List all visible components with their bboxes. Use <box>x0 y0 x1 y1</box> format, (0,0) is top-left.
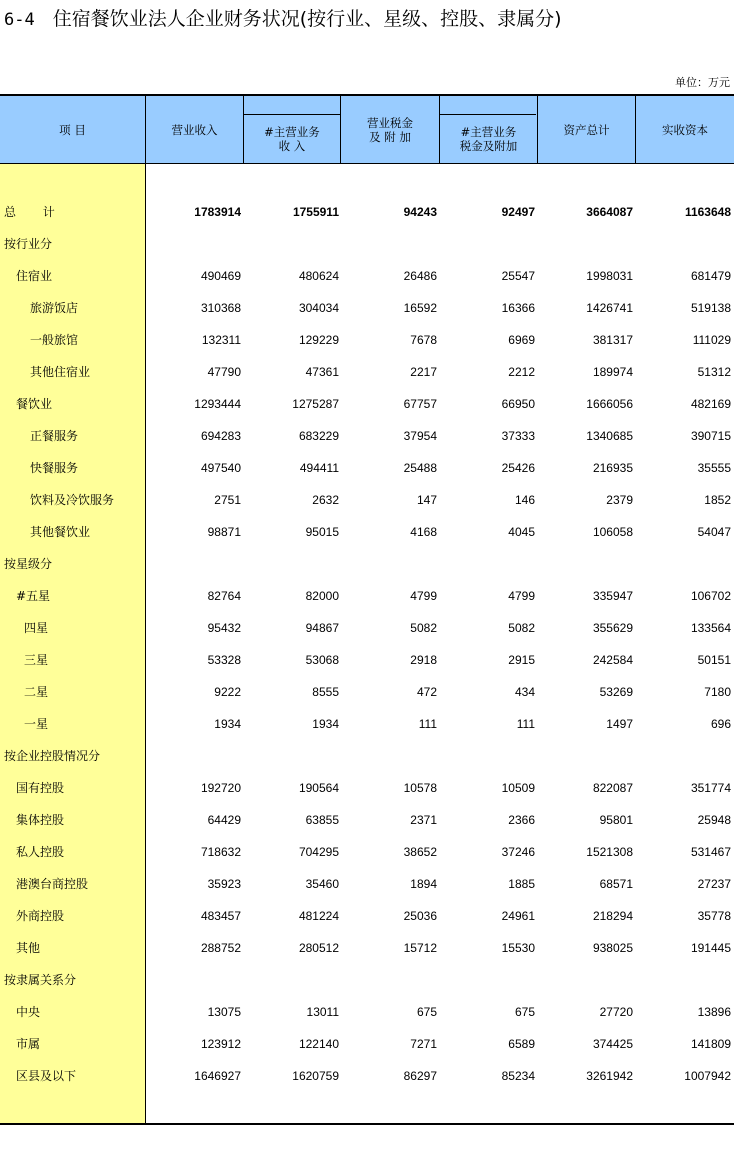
table-row <box>0 1028 734 1060</box>
table-cell: 4799 <box>410 589 437 603</box>
table-cell: 7678 <box>410 333 437 347</box>
table-cell: 1934 <box>214 717 241 731</box>
header-revenue: 营业收入 <box>171 122 218 137</box>
table-cell: 480624 <box>298 269 339 283</box>
table-cell: 16366 <box>501 301 535 315</box>
table-cell: 189974 <box>592 365 633 379</box>
row-label: 集体控股 <box>16 813 65 827</box>
table-cell: 94867 <box>305 621 339 635</box>
table-cell: 53328 <box>207 653 241 667</box>
table-cell: 1852 <box>704 493 731 507</box>
table-cell: 1666056 <box>586 397 633 411</box>
table-row <box>0 196 734 228</box>
table-cell: 483457 <box>200 909 241 923</box>
table-cell: 2915 <box>508 653 535 667</box>
table-cell: 132311 <box>201 333 241 347</box>
table-cell: 92497 <box>501 205 535 219</box>
row-label: 旅游饭店 <box>30 301 79 315</box>
table-cell: 111 <box>516 717 535 731</box>
table-cell: 68571 <box>599 877 633 891</box>
data-table <box>0 94 734 1124</box>
row-label: 私人控股 <box>16 845 65 859</box>
table-row <box>0 324 734 356</box>
table-cell: 1646927 <box>194 1069 241 1083</box>
table-cell: 4168 <box>410 525 437 539</box>
table-cell: 531467 <box>690 845 731 859</box>
table-cell: 2212 <box>508 365 535 379</box>
table-cell: 718632 <box>200 845 241 859</box>
table-cell: 675 <box>416 1005 437 1019</box>
row-label: 外商控股 <box>16 909 65 923</box>
table-cell: 35923 <box>207 877 241 891</box>
table-cell: 7271 <box>410 1037 437 1051</box>
table-row <box>0 356 734 388</box>
table-cell: 192720 <box>200 781 241 795</box>
table-cell: 10578 <box>403 781 437 795</box>
table-cell: 141809 <box>690 1037 731 1051</box>
table-cell: 242584 <box>592 653 633 667</box>
row-label: 其他住宿业 <box>30 365 91 379</box>
table-cell: 374425 <box>592 1037 633 1051</box>
row-label: 国有控股 <box>16 781 65 795</box>
table-cell: 25036 <box>403 909 437 923</box>
table-row <box>0 612 734 644</box>
table-row <box>0 260 734 292</box>
table-cell: 66950 <box>501 397 535 411</box>
table-cell: 3261942 <box>586 1069 633 1083</box>
table-cell: 26486 <box>403 269 437 283</box>
table-cell: 1998031 <box>586 269 633 283</box>
table-cell: 25426 <box>501 461 535 475</box>
table-cell: 4799 <box>508 589 535 603</box>
table-cell: 351774 <box>690 781 731 795</box>
table-cell: 481224 <box>298 909 339 923</box>
table-cell: 310368 <box>200 301 241 315</box>
table-cell: 94243 <box>403 205 437 219</box>
table-cell: 37333 <box>501 429 535 443</box>
table-cell: 37246 <box>501 845 535 859</box>
table-cell: 106058 <box>592 525 633 539</box>
header-paid-capital: 实收资本 <box>662 122 708 137</box>
table-cell: 2217 <box>410 365 437 379</box>
table-cell: 53068 <box>305 653 339 667</box>
table-cell: 25948 <box>697 813 731 827</box>
row-label: 三星 <box>24 653 49 667</box>
table-cell: 111 <box>418 717 437 731</box>
table-row <box>0 708 734 740</box>
table-row <box>0 644 734 676</box>
table-cell: 1163648 <box>684 205 731 219</box>
row-label: 区县及以下 <box>16 1069 77 1083</box>
header-bottom-rule <box>0 163 734 164</box>
table-cell: 35778 <box>697 909 731 923</box>
table-cell: 106702 <box>690 589 731 603</box>
table-cell: 13075 <box>207 1005 241 1019</box>
header-item: 项 目 <box>59 122 86 137</box>
row-label: 二星 <box>24 685 49 699</box>
table-cell: 1340685 <box>586 429 633 443</box>
unit-label: 单位：万元 <box>675 76 730 89</box>
table-cell: 4045 <box>508 525 535 539</box>
row-label: 其他餐饮业 <box>30 525 91 539</box>
table-cell: 280512 <box>298 941 339 955</box>
table-cell: 54047 <box>697 525 731 539</box>
table-cell: 24961 <box>501 909 535 923</box>
table-title: 住宿餐饮业法人企业财务状况(按行业、星级、控股、隶属分) <box>52 8 562 30</box>
page-title <box>4 4 562 31</box>
table-row <box>0 228 734 260</box>
table-row <box>0 1060 734 1092</box>
table-cell: 27720 <box>599 1005 633 1019</box>
table-cell: 2632 <box>312 493 339 507</box>
table-cell: 5082 <box>410 621 437 635</box>
row-label: 按星级分 <box>4 557 53 571</box>
table-row <box>0 868 734 900</box>
table-cell: 27237 <box>697 877 731 891</box>
table-cell: 490469 <box>200 269 241 283</box>
table-cell: 1275287 <box>292 397 339 411</box>
table-cell: 2918 <box>410 653 437 667</box>
header-main-tax: #主营业务 税金及附加 <box>459 125 518 153</box>
table-cell: 63855 <box>305 813 339 827</box>
table-cell: 10509 <box>501 781 535 795</box>
table-cell: 1783914 <box>194 205 241 219</box>
table-cell: 7180 <box>704 685 731 699</box>
row-label: 按行业分 <box>4 237 53 251</box>
table-cell: 82000 <box>305 589 339 603</box>
table-cell: 122140 <box>298 1037 339 1051</box>
table-cell: 38652 <box>403 845 437 859</box>
table-cell: 2371 <box>410 813 437 827</box>
table-cell: 681479 <box>690 269 731 283</box>
table-cell: 64429 <box>207 813 241 827</box>
header-total-assets: 资产总计 <box>563 122 610 137</box>
table-cell: 216935 <box>592 461 633 475</box>
table-row <box>0 580 734 612</box>
table-row <box>0 804 734 836</box>
table-cell: 95801 <box>599 813 633 827</box>
table-cell: 288752 <box>200 941 241 955</box>
table-cell: 2366 <box>508 813 535 827</box>
table-cell: 35555 <box>697 461 731 475</box>
table-row <box>0 900 734 932</box>
table-row <box>0 420 734 452</box>
table-cell: 47790 <box>207 365 241 379</box>
header-main-revenue: #主营业务 收 入 <box>264 125 320 153</box>
table-cell: 9222 <box>214 685 241 699</box>
table-cell: 95432 <box>207 621 241 635</box>
table-cell: 1885 <box>508 877 535 891</box>
table-cell: 133564 <box>690 621 731 635</box>
table-cell: 51312 <box>697 365 731 379</box>
table-cell: 25547 <box>501 269 535 283</box>
table-row <box>0 452 734 484</box>
table-cell: 8555 <box>312 685 339 699</box>
table-cell: 190564 <box>298 781 339 795</box>
table-cell: 13011 <box>306 1005 339 1019</box>
table-cell: 6969 <box>508 333 535 347</box>
row-label: 饮料及冷饮服务 <box>30 493 115 507</box>
table-cell: 482169 <box>690 397 731 411</box>
table-cell: 1620759 <box>292 1069 339 1083</box>
table-cell: 82764 <box>207 589 241 603</box>
table-cell: 98871 <box>207 525 241 539</box>
table-cell: 1755911 <box>292 205 339 219</box>
table-cell: 472 <box>416 685 437 699</box>
table-cell: 6589 <box>508 1037 535 1051</box>
table-cell: 50151 <box>697 653 731 667</box>
table-cell: 86297 <box>403 1069 437 1083</box>
table-row <box>0 836 734 868</box>
table-cell: 37954 <box>403 429 437 443</box>
table-cell: 218294 <box>592 909 633 923</box>
table-cell: 1293444 <box>194 397 241 411</box>
table-cell: 16592 <box>403 301 437 315</box>
table-cell: 2751 <box>214 493 241 507</box>
table-cell: 15712 <box>403 941 437 955</box>
table-cell: 191445 <box>690 941 731 955</box>
table-row <box>0 740 734 772</box>
table-cell: 696 <box>710 717 731 731</box>
table-cell: 335947 <box>592 589 633 603</box>
table-row <box>0 676 734 708</box>
table-cell: 304034 <box>298 301 339 315</box>
table-row <box>0 548 734 580</box>
row-label: 其他 <box>16 941 41 955</box>
table-cell: 2379 <box>606 493 633 507</box>
row-label: 一般旅馆 <box>30 333 79 347</box>
row-label: #五星 <box>16 589 51 603</box>
row-label: 市属 <box>16 1037 41 1051</box>
table-cell: 95015 <box>305 525 339 539</box>
table-cell: 3664087 <box>586 205 633 219</box>
header-tax: 营业税金 及 附 加 <box>367 115 413 144</box>
row-label: 正餐服务 <box>30 429 79 443</box>
table-cell: 1894 <box>410 877 437 891</box>
table-cell: 47361 <box>305 365 339 379</box>
row-label: 中央 <box>16 1005 41 1019</box>
table-cell: 129229 <box>298 333 339 347</box>
table-cell: 146 <box>514 493 535 507</box>
table-cell: 1426741 <box>586 301 633 315</box>
table-cell: 694283 <box>200 429 241 443</box>
table-cell: 390715 <box>690 429 731 443</box>
table-cell: 67757 <box>403 397 437 411</box>
row-label: 快餐服务 <box>30 461 79 475</box>
row-label: 总 计 <box>4 205 55 219</box>
table-cell: 704295 <box>298 845 339 859</box>
table-cell: 1521308 <box>586 845 633 859</box>
table-row <box>0 932 734 964</box>
table-cell: 938025 <box>592 941 633 955</box>
table-row <box>0 388 734 420</box>
table-cell: 683229 <box>298 429 339 443</box>
table-cell: 381317 <box>592 333 633 347</box>
table-row <box>0 996 734 1028</box>
table-cell: 519138 <box>690 301 731 315</box>
table-cell: 5082 <box>508 621 535 635</box>
table-cell: 1934 <box>312 717 339 731</box>
table-cell: 25488 <box>403 461 437 475</box>
row-label: 四星 <box>24 621 49 635</box>
table-cell: 53269 <box>599 685 633 699</box>
table-cell: 822087 <box>592 781 633 795</box>
table-cell: 675 <box>514 1005 535 1019</box>
table-cell: 1497 <box>606 717 633 731</box>
table-cell: 497540 <box>200 461 241 475</box>
row-label: 住宿业 <box>16 269 53 283</box>
row-label: 一星 <box>24 717 49 731</box>
table-cell: 494411 <box>299 461 339 475</box>
table-cell: 434 <box>514 685 535 699</box>
table-row <box>0 292 734 324</box>
table-cell: 13896 <box>697 1005 731 1019</box>
table-cell: 355629 <box>592 621 633 635</box>
bottom-rule <box>0 1123 734 1125</box>
table-cell: 123912 <box>200 1037 241 1051</box>
row-label: 港澳台商控股 <box>16 877 89 891</box>
table-cell: 35460 <box>305 877 339 891</box>
table-row <box>0 964 734 996</box>
table-cell: 85234 <box>501 1069 535 1083</box>
row-label: 餐饮业 <box>16 397 53 411</box>
table-row <box>0 484 734 516</box>
table-number: 6-4 <box>4 10 35 30</box>
row-label: 按企业控股情况分 <box>4 749 101 763</box>
row-label: 按隶属关系分 <box>4 973 77 987</box>
table-cell: 147 <box>416 493 437 507</box>
table-row <box>0 516 734 548</box>
table-cell: 1007942 <box>684 1069 731 1083</box>
table-row <box>0 772 734 804</box>
table-cell: 111029 <box>692 333 731 347</box>
table-cell: 15530 <box>501 941 535 955</box>
